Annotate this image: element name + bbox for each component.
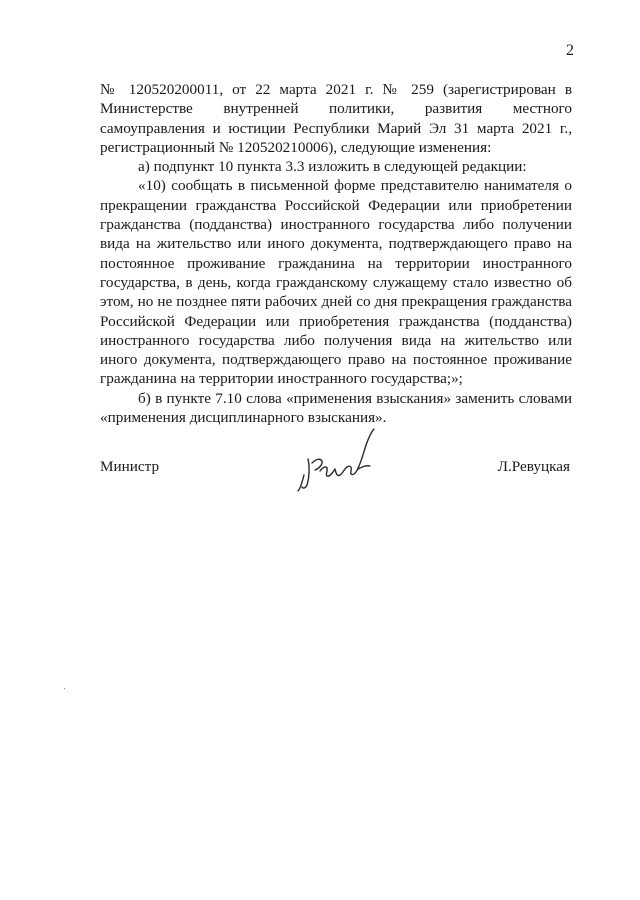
- paragraph-item-10-text: «10) сообщать в письменной форме представителю нанимателя о прекращении гражданства Российской Федерации или приобретении гражданства (подданства) иностранного государства либо получении вида на жительство или иного документа, подтверждающего право на постоянное проживание гражданина на территории иностранного государства, в день, когда гражданскому служащему стало известно об этом, но не позднее пяти рабочих дней со дня прекращения гражданства Российской Федерации или приобретения гражданства (подданства) иностранного государства либо получения вида на жительство или иного документа, подтверждающего право на постоянное проживание гражданина на территории иностранного государства;»;: [100, 177, 572, 388]
- handwritten-signature: [290, 425, 400, 495]
- signatory-name: Л.Ревуцкая: [497, 458, 570, 475]
- document-body: [100, 80, 572, 427]
- paragraph-item-b: б) в пункте 7.10 слова «применения взыскания» заменить словами «применения дисциплинарного взыскания».: [100, 389, 572, 427]
- signatory-title: Министр: [100, 458, 160, 475]
- page-number: 2: [566, 42, 574, 59]
- scan-speck: [64, 688, 65, 689]
- paragraph-item-a: а) подпункт 10 пункта 3.3 изложить в следующей редакции:: [138, 158, 527, 176]
- paragraph-continuation: № 120520200011, от 22 марта 2021 г. № 259 (зарегистрирован в Министерстве внутренней политики, развития местного самоуправления и юстиции Республики Марий Эл 31 марта 2021 г., регистрационный № 120520210006), следующие изменения:: [100, 81, 572, 156]
